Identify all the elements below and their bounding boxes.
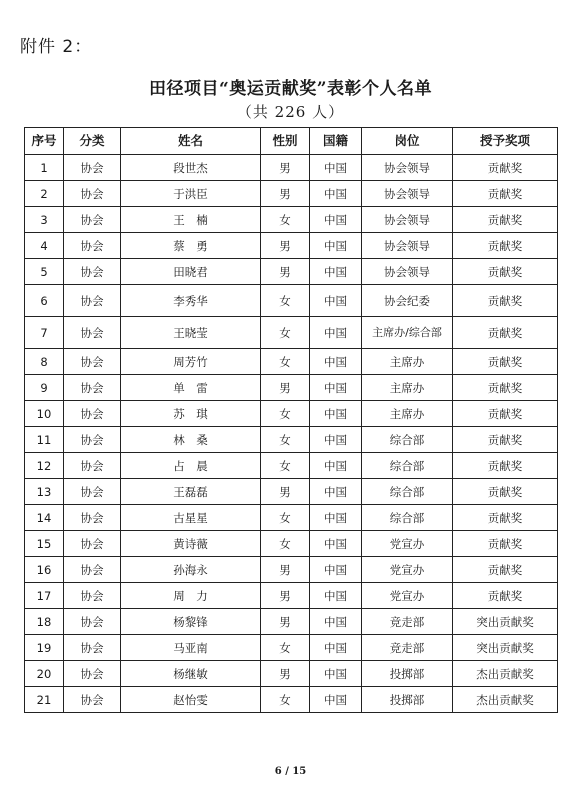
cell-name: 古星星 — [121, 505, 261, 531]
cell-position: 主席办 — [362, 375, 453, 401]
table-row — [25, 375, 558, 401]
page-number: 6 / 15 — [274, 766, 307, 777]
cell-position: 协会领导 — [362, 155, 453, 181]
table-row — [25, 427, 558, 453]
cell-name: 占 晨 — [121, 453, 261, 479]
table-row — [25, 609, 558, 635]
column-header-index: 序号 — [25, 128, 64, 155]
cell-name: 李秀华 — [121, 285, 261, 317]
cell-award: 贡献奖 — [453, 181, 558, 207]
cell-gender: 男 — [261, 583, 310, 609]
cell-gender: 女 — [261, 317, 310, 349]
cell-name: 马亚南 — [121, 635, 261, 661]
table-row — [25, 661, 558, 687]
cell-gender: 女 — [261, 349, 310, 375]
cell-name: 苏 琪 — [121, 401, 261, 427]
column-header-nationality: 国籍 — [310, 128, 362, 155]
cell-nationality: 中国 — [310, 531, 362, 557]
table-row — [25, 635, 558, 661]
cell-category: 协会 — [64, 233, 121, 259]
cell-index: 12 — [25, 453, 64, 479]
cell-nationality: 中国 — [310, 375, 362, 401]
cell-nationality: 中国 — [310, 155, 362, 181]
cell-name: 孙海永 — [121, 557, 261, 583]
cell-position: 综合部 — [362, 427, 453, 453]
cell-gender: 女 — [261, 687, 310, 713]
cell-index: 4 — [25, 233, 64, 259]
cell-award: 贡献奖 — [453, 259, 558, 285]
cell-gender: 男 — [261, 181, 310, 207]
cell-award: 杰出贡献奖 — [453, 661, 558, 687]
cell-name: 蔡 勇 — [121, 233, 261, 259]
cell-category: 协会 — [64, 635, 121, 661]
cell-position: 协会领导 — [362, 233, 453, 259]
cell-category: 协会 — [64, 181, 121, 207]
cell-name: 于洪臣 — [121, 181, 261, 207]
document-title: 田径项目“奥运贡献奖”表彰个人名单 — [148, 79, 433, 99]
table-row — [25, 479, 558, 505]
cell-gender: 女 — [261, 285, 310, 317]
cell-award: 贡献奖 — [453, 427, 558, 453]
cell-position: 协会领导 — [362, 259, 453, 285]
cell-name: 周芳竹 — [121, 349, 261, 375]
cell-index: 1 — [25, 155, 64, 181]
cell-award: 杰出贡献奖 — [453, 687, 558, 713]
cell-gender: 男 — [261, 155, 310, 181]
cell-award: 贡献奖 — [453, 531, 558, 557]
column-header-category: 分类 — [64, 128, 121, 155]
cell-award: 贡献奖 — [453, 583, 558, 609]
cell-position: 综合部 — [362, 479, 453, 505]
cell-index: 7 — [25, 317, 64, 349]
cell-position: 主席办 — [362, 349, 453, 375]
cell-index: 10 — [25, 401, 64, 427]
table-row — [25, 505, 558, 531]
cell-award: 突出贡献奖 — [453, 635, 558, 661]
cell-index: 13 — [25, 479, 64, 505]
cell-category: 协会 — [64, 583, 121, 609]
cell-category: 协会 — [64, 661, 121, 687]
cell-gender: 女 — [261, 207, 310, 233]
column-header-gender: 性别 — [261, 128, 310, 155]
document-subtitle: （共 226 人） — [236, 103, 345, 121]
cell-category: 协会 — [64, 453, 121, 479]
cell-position: 协会领导 — [362, 181, 453, 207]
cell-name: 王磊磊 — [121, 479, 261, 505]
table-row — [25, 583, 558, 609]
cell-category: 协会 — [64, 531, 121, 557]
cell-gender: 女 — [261, 401, 310, 427]
cell-index: 5 — [25, 259, 64, 285]
table-row — [25, 349, 558, 375]
cell-nationality: 中国 — [310, 453, 362, 479]
cell-award: 贡献奖 — [453, 557, 558, 583]
cell-nationality: 中国 — [310, 479, 362, 505]
cell-position: 党宣办 — [362, 531, 453, 557]
column-header-name: 姓名 — [121, 128, 261, 155]
cell-nationality: 中国 — [310, 233, 362, 259]
cell-index: 17 — [25, 583, 64, 609]
table-body — [25, 155, 558, 713]
cell-category: 协会 — [64, 609, 121, 635]
cell-gender: 女 — [261, 505, 310, 531]
cell-index: 19 — [25, 635, 64, 661]
cell-category: 协会 — [64, 375, 121, 401]
cell-nationality: 中国 — [310, 207, 362, 233]
cell-name: 田晓君 — [121, 259, 261, 285]
cell-index: 15 — [25, 531, 64, 557]
cell-award: 贡献奖 — [453, 349, 558, 375]
cell-name: 林 桑 — [121, 427, 261, 453]
cell-name: 王晓莹 — [121, 317, 261, 349]
cell-gender: 女 — [261, 453, 310, 479]
cell-category: 协会 — [64, 285, 121, 317]
cell-category: 协会 — [64, 427, 121, 453]
cell-category: 协会 — [64, 687, 121, 713]
cell-position: 协会纪委 — [362, 285, 453, 317]
cell-award: 贡献奖 — [453, 479, 558, 505]
cell-gender: 男 — [261, 661, 310, 687]
cell-position: 竞走部 — [362, 635, 453, 661]
cell-nationality: 中国 — [310, 401, 362, 427]
cell-gender: 男 — [261, 479, 310, 505]
cell-position: 党宣办 — [362, 583, 453, 609]
cell-award: 贡献奖 — [453, 505, 558, 531]
cell-nationality: 中国 — [310, 181, 362, 207]
cell-position: 投掷部 — [362, 661, 453, 687]
cell-name: 周 力 — [121, 583, 261, 609]
table-row — [25, 285, 558, 317]
cell-position: 主席办 — [362, 401, 453, 427]
table-row — [25, 259, 558, 285]
cell-position: 综合部 — [362, 505, 453, 531]
cell-name: 杨黎锋 — [121, 609, 261, 635]
cell-position: 综合部 — [362, 453, 453, 479]
cell-name: 黄诗薇 — [121, 531, 261, 557]
cell-gender: 男 — [261, 557, 310, 583]
cell-category: 协会 — [64, 317, 121, 349]
cell-category: 协会 — [64, 259, 121, 285]
cell-nationality: 中国 — [310, 635, 362, 661]
cell-index: 11 — [25, 427, 64, 453]
table-row — [25, 207, 558, 233]
cell-index: 2 — [25, 181, 64, 207]
table-header-row — [25, 128, 558, 155]
cell-gender: 男 — [261, 259, 310, 285]
cell-nationality: 中国 — [310, 259, 362, 285]
column-header-award: 授予奖项 — [453, 128, 558, 155]
column-header-position: 岗位 — [362, 128, 453, 155]
cell-name: 段世杰 — [121, 155, 261, 181]
cell-nationality: 中国 — [310, 505, 362, 531]
table-row — [25, 557, 558, 583]
cell-nationality: 中国 — [310, 687, 362, 713]
table-row — [25, 453, 558, 479]
cell-award: 贡献奖 — [453, 401, 558, 427]
cell-nationality: 中国 — [310, 583, 362, 609]
cell-position: 党宣办 — [362, 557, 453, 583]
cell-index: 16 — [25, 557, 64, 583]
cell-nationality: 中国 — [310, 427, 362, 453]
cell-index: 3 — [25, 207, 64, 233]
table-row — [25, 317, 558, 349]
cell-category: 协会 — [64, 155, 121, 181]
cell-gender: 男 — [261, 609, 310, 635]
table-row — [25, 155, 558, 181]
cell-position: 主席办/综合部 — [362, 317, 453, 349]
cell-gender: 男 — [261, 233, 310, 259]
cell-nationality: 中国 — [310, 609, 362, 635]
cell-category: 协会 — [64, 401, 121, 427]
cell-nationality: 中国 — [310, 317, 362, 349]
cell-gender: 女 — [261, 635, 310, 661]
cell-name: 单 雷 — [121, 375, 261, 401]
cell-nationality: 中国 — [310, 557, 362, 583]
table-row — [25, 233, 558, 259]
honoree-table — [24, 127, 558, 713]
cell-position: 竞走部 — [362, 609, 453, 635]
cell-name: 王 楠 — [121, 207, 261, 233]
cell-category: 协会 — [64, 479, 121, 505]
cell-index: 18 — [25, 609, 64, 635]
cell-category: 协会 — [64, 207, 121, 233]
cell-index: 14 — [25, 505, 64, 531]
attachment-label: 附件 2： — [20, 37, 93, 57]
cell-category: 协会 — [64, 557, 121, 583]
cell-category: 协会 — [64, 505, 121, 531]
cell-position: 投掷部 — [362, 687, 453, 713]
cell-name: 赵怡雯 — [121, 687, 261, 713]
cell-nationality: 中国 — [310, 285, 362, 317]
table-row — [25, 687, 558, 713]
cell-award: 贡献奖 — [453, 317, 558, 349]
cell-name: 杨继敏 — [121, 661, 261, 687]
table-row — [25, 401, 558, 427]
cell-award: 贡献奖 — [453, 285, 558, 317]
cell-award: 贡献奖 — [453, 233, 558, 259]
cell-award: 贡献奖 — [453, 207, 558, 233]
cell-gender: 女 — [261, 427, 310, 453]
table-row — [25, 531, 558, 557]
cell-award: 贡献奖 — [453, 375, 558, 401]
cell-nationality: 中国 — [310, 349, 362, 375]
cell-award: 贡献奖 — [453, 453, 558, 479]
cell-index: 21 — [25, 687, 64, 713]
cell-index: 9 — [25, 375, 64, 401]
cell-index: 20 — [25, 661, 64, 687]
cell-category: 协会 — [64, 349, 121, 375]
cell-index: 6 — [25, 285, 64, 317]
cell-nationality: 中国 — [310, 661, 362, 687]
cell-gender: 男 — [261, 375, 310, 401]
cell-position: 协会领导 — [362, 207, 453, 233]
cell-index: 8 — [25, 349, 64, 375]
cell-award: 贡献奖 — [453, 155, 558, 181]
cell-gender: 女 — [261, 531, 310, 557]
cell-award: 突出贡献奖 — [453, 609, 558, 635]
table-row — [25, 181, 558, 207]
